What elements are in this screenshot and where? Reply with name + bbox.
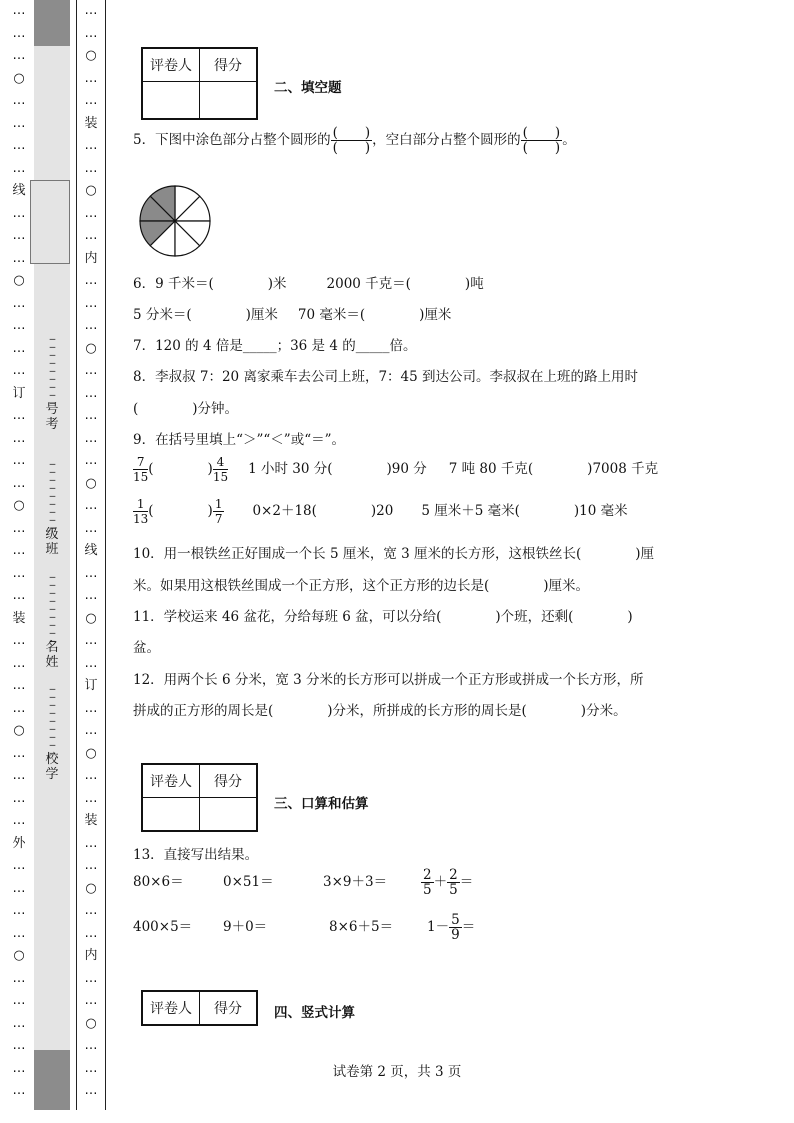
dotted-mark: … (12, 678, 26, 693)
binding-hole-mark: ○ (13, 70, 25, 86)
dotted-mark: … (84, 970, 98, 986)
binding-hole-mark: ○ (85, 340, 97, 356)
dotted-mark: … (84, 93, 98, 108)
student-field-label: 校 学 (45, 752, 59, 782)
dotted-mark: … (84, 858, 98, 873)
question-9-row-1: $\frac{7}{15}$ ( ) $\frac{4}{15}$ 1 小时 30 分( )90 分 7 吨 80 千克( )7008 千克 (133, 455, 659, 484)
dotted-mark: … (84, 633, 98, 648)
dotted-mark: … (84, 723, 98, 738)
student-field-label: 级 班 (45, 527, 59, 557)
dotted-mark: … (12, 115, 26, 131)
binding-hole-mark: ○ (85, 745, 97, 761)
dotted-mark: … (12, 700, 26, 716)
seal-char: 线 (84, 543, 98, 558)
seal-char: 内 (84, 948, 98, 963)
binding-hole-mark: ○ (85, 475, 97, 491)
score-table-4 (141, 990, 258, 1026)
binding-hole-mark: ○ (85, 183, 97, 198)
reviewer-cell[interactable] (142, 82, 200, 120)
dotted-mark: … (84, 700, 98, 716)
dotted-mark: … (12, 340, 26, 356)
dotted-mark: … (12, 48, 26, 63)
dotted-mark: … (12, 768, 26, 783)
question-10-line-1: 10．用一根铁丝正好围成一个长 5 厘米，宽 3 厘米的长方形，这根铁丝长( )厘 (133, 546, 655, 562)
dotted-mark: … (12, 520, 26, 536)
question-7: 7．120 的 4 倍是_____；36 是 4 的_____倍。 (133, 338, 417, 354)
dotted-mark: … (84, 70, 98, 86)
binding-hole-mark: ○ (13, 948, 25, 963)
dotted-mark: … (12, 228, 26, 243)
section-title-mental-math: 三、口算和估算 (274, 796, 369, 812)
binding-hole-mark: ○ (85, 48, 97, 63)
question-6-line-1: 6．9 千米＝( )米 2000 千克＝( )吨 (133, 276, 484, 292)
dotted-mark: … (12, 1060, 26, 1076)
dotted-mark: … (84, 363, 98, 378)
dotted-mark: … (12, 138, 26, 153)
dotted-mark: … (84, 993, 98, 1008)
student-field[interactable]: _ _ _ _ _ _ _ _ _ 名 姓 (36, 568, 68, 670)
dotted-mark: … (84, 565, 98, 581)
answer-fraction-shaded[interactable]: $\frac{( )}{( )}$ (332, 125, 371, 156)
student-field-label: 名 姓 (45, 640, 59, 670)
score-table-2 (141, 47, 258, 120)
dotted-mark: … (12, 295, 26, 311)
dotted-mark: … (84, 520, 98, 536)
dotted-mark: … (12, 1015, 26, 1031)
dotted-mark: … (84, 1083, 98, 1098)
dotted-mark: … (12, 880, 26, 896)
question-10-line-2: 米。如果用这根铁丝围成一个正方形，这个正方形的边长是( )厘米。 (133, 578, 590, 594)
seal-char: 装 (12, 610, 26, 626)
question-11-line-1: 11．学校运来 46 盆花，分给每班 6 盆，可以分给( )个班，还剩( ) (133, 609, 633, 625)
dotted-mark: … (12, 1038, 26, 1053)
dotted-mark: … (12, 408, 26, 423)
dotted-mark: … (12, 160, 26, 176)
margin-rule-right (105, 0, 106, 1110)
fraction-circle-figure (138, 184, 212, 258)
seal-char: 内 (84, 250, 98, 266)
seal-char: 装 (84, 813, 98, 828)
score-header: 得分 (200, 991, 258, 1025)
dotted-mark: … (84, 903, 98, 918)
dotted-mark: … (84, 228, 98, 243)
binding-hole-mark: ○ (13, 273, 25, 288)
dotted-mark: … (12, 543, 26, 558)
reviewer-header: 评卷人 (142, 991, 200, 1025)
dotted-mark: … (12, 813, 26, 828)
binding-hole-mark: ○ (13, 723, 25, 738)
dotted-mark: … (12, 903, 26, 918)
seal-char: 装 (84, 115, 98, 131)
dotted-mark: … (84, 588, 98, 603)
score-header: 得分 (200, 764, 258, 798)
dotted-mark: … (12, 250, 26, 266)
dotted-mark: … (12, 430, 26, 446)
dotted-mark: … (84, 25, 98, 41)
student-field[interactable]: _ _ _ _ _ _ _ _ _ 级 班 (36, 455, 68, 557)
question-13-title: 13．直接写出结果。 (133, 847, 259, 863)
dotted-mark: … (12, 1083, 26, 1098)
dotted-mark: … (12, 565, 26, 581)
student-field[interactable]: _ _ _ _ _ _ _ _ _ 校 学 (36, 680, 68, 782)
question-9-row-2: $\frac{1}{13}$ ( ) $\frac{1}{7}$ 0×2＋18( )20 5 厘米＋5 毫米( )10 毫米 (133, 497, 628, 526)
dotted-mark: … (12, 363, 26, 378)
dotted-mark: … (12, 858, 26, 873)
dotted-mark: … (84, 430, 98, 446)
dotted-mark: … (84, 273, 98, 288)
outer-dotted-column (8, 0, 30, 1110)
dotted-mark: … (84, 835, 98, 851)
seal-char: 线 (12, 183, 26, 198)
dotted-mark: … (12, 318, 26, 333)
dotted-mark: … (84, 3, 98, 18)
dotted-mark: … (84, 925, 98, 941)
dotted-mark: … (12, 25, 26, 41)
dotted-mark: … (84, 318, 98, 333)
dotted-mark: … (12, 205, 26, 221)
dotted-mark: … (84, 453, 98, 468)
dotted-mark: … (12, 993, 26, 1008)
binding-hole-mark: ○ (13, 498, 25, 513)
dotted-mark: … (84, 138, 98, 153)
dotted-mark: … (12, 633, 26, 648)
question-9-title: 9．在括号里填上“＞”“＜”或“＝”。 (133, 432, 345, 448)
dotted-mark: … (12, 790, 26, 806)
dotted-mark: … (84, 160, 98, 176)
dotted-mark: … (84, 768, 98, 783)
dotted-mark: … (84, 790, 98, 806)
seal-char: 订 (84, 678, 98, 693)
inner-dotted-column (80, 0, 102, 1110)
binding-hole-mark: ○ (85, 880, 97, 896)
student-field[interactable]: _ _ _ _ _ _ _ _ _ 号 考 (36, 330, 68, 432)
score-table-3 (141, 763, 258, 832)
dotted-mark: … (84, 385, 98, 401)
question-12-line-1: 12．用两个长 6 分米，宽 3 分米的长方形可以拼成一个正方形或拼成一个长方形，所 (133, 672, 644, 688)
reviewer-header: 评卷人 (142, 48, 200, 82)
page-footer: 试卷第 2 页，共 3 页 (332, 1064, 462, 1080)
dotted-mark: … (12, 3, 26, 18)
margin-rule-left (76, 0, 77, 1110)
question-8-line-2: ( )分钟。 (133, 401, 239, 417)
score-header: 得分 (200, 48, 258, 82)
dotted-mark: … (12, 93, 26, 108)
reviewer-cell[interactable] (142, 798, 200, 832)
section-title-fill-blank: 二、填空题 (274, 80, 342, 96)
question-12-line-2: 拼成的正方形的周长是( )分米，所拼成的长方形的周长是( )分米。 (133, 703, 627, 719)
question-11-line-2: 盆。 (133, 640, 160, 656)
answer-fraction-blank[interactable]: $\frac{( )}{( )}$ (522, 125, 561, 156)
binding-hole-mark: ○ (85, 1015, 97, 1031)
dotted-mark: … (84, 1038, 98, 1053)
dotted-mark: … (84, 1060, 98, 1076)
dotted-mark: … (84, 205, 98, 221)
dotted-mark: … (84, 295, 98, 311)
dotted-mark: … (12, 655, 26, 671)
dotted-mark: … (12, 745, 26, 761)
dotted-mark: … (84, 498, 98, 513)
dotted-mark: … (12, 588, 26, 603)
dotted-mark: … (12, 475, 26, 491)
dotted-mark: … (12, 925, 26, 941)
question-13-row-1: 80×6＝ 0×51＝ 3×9＋3＝ $\frac{2}{5}$ ＋ $\frac{2}{5}$ ＝ (133, 867, 474, 898)
seal-char: 外 (12, 835, 26, 851)
seal-strip-bottom (34, 1050, 70, 1110)
question-6-line-2: 5 分米＝( )厘米 70 毫米＝( )厘米 (133, 307, 452, 323)
student-field-label: 号 考 (45, 402, 59, 432)
strip-box-upper (30, 180, 70, 264)
seal-strip-top (34, 0, 70, 46)
score-cell[interactable] (200, 798, 258, 832)
question-13-row-2: 400×5＝ 9＋0＝ 8×6＋5＝ 1－ $\frac{5}{9}$ ＝ (133, 912, 476, 943)
score-cell[interactable] (200, 82, 258, 120)
dotted-mark: … (84, 408, 98, 423)
question-5: 5．下图中涂色部分占整个圆形的 $\frac{( )}{( )}$ ，空白部分占整个圆形的 $\frac{( )}{( )}$ 。 (133, 125, 576, 156)
section-title-vertical-calc: 四、竖式计算 (274, 1005, 355, 1021)
dotted-mark: … (12, 453, 26, 468)
seal-char: 订 (12, 385, 26, 401)
binding-hole-mark: ○ (85, 610, 97, 626)
dotted-mark: … (84, 655, 98, 671)
question-8-line-1: 8．李叔叔 7：20 离家乘车去公司上班，7：45 到达公司。李叔叔在上班的路上用时 (133, 369, 638, 385)
dotted-mark: … (12, 970, 26, 986)
reviewer-header: 评卷人 (142, 764, 200, 798)
